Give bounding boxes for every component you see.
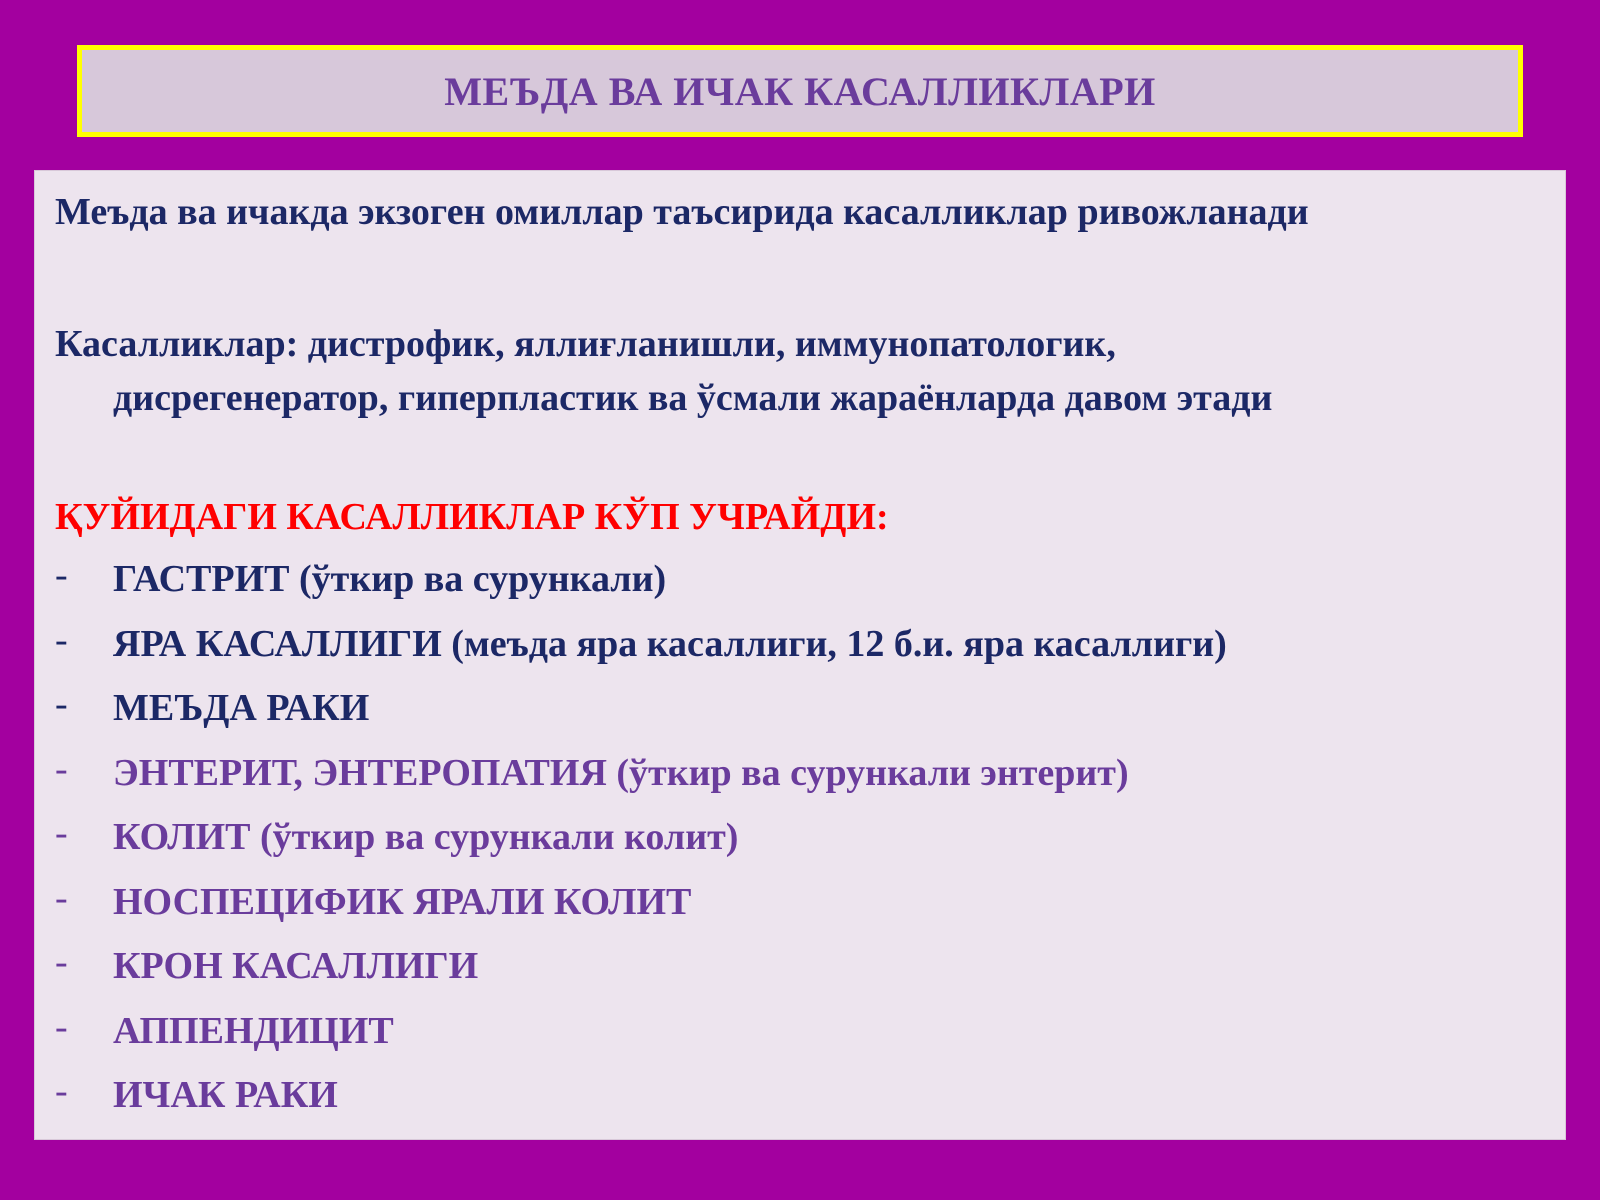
list-item-text: ГАСТРИТ (ўткир ва сурункали): [113, 558, 667, 600]
bullet-dash: -: [55, 1070, 68, 1112]
list-item-text: АППЕНДИЦИТ: [113, 1009, 394, 1052]
list-item: [55, 556, 1545, 621]
bullet-dash: -: [55, 618, 68, 661]
slide-title-box: [77, 45, 1523, 137]
bullet-dash: -: [55, 554, 68, 596]
bullet-dash: -: [55, 812, 68, 854]
bullet-dash: -: [55, 747, 68, 790]
common-diseases-heading: ҚУЙИДАГИ КАСАЛЛИКЛАР КЎП УЧРАЙДИ:: [55, 496, 889, 538]
list-item: [55, 1072, 1545, 1137]
list-item-text: ЯРА КАСАЛЛИГИ (меъда яра касаллиги, 12 б.и. яра касаллиги): [113, 622, 1227, 665]
list-item: [55, 747, 1545, 815]
list-item-text: КРОН КАСАЛЛИГИ: [113, 945, 479, 987]
list-item-text: НОСПЕЦИФИК ЯРАЛИ КОЛИТ: [113, 880, 692, 923]
list-item-text: ЭНТЕРИТ, ЭНТЕРОПАТИЯ (ўткир ва сурункали энтерит): [113, 751, 1129, 794]
list-item: [55, 1005, 1545, 1073]
bullet-dash: -: [55, 941, 68, 983]
bullet-dash: -: [55, 683, 68, 725]
disease-list: [55, 556, 1545, 1137]
list-item-text: ИЧАК РАКИ: [113, 1074, 338, 1116]
bullet-dash: -: [55, 1005, 68, 1048]
intro-text: Меъда ва ичакда экзоген омиллар таъсирида касалликлар ривожланади: [55, 191, 1309, 233]
list-item: [55, 943, 1545, 1008]
diseases-paragraph: [55, 317, 1545, 425]
content-panel: [34, 170, 1566, 1140]
list-item: [55, 685, 1545, 750]
list-item: [55, 814, 1545, 879]
list-item: [55, 876, 1545, 944]
diseases-paragraph-line1: Касалликлар: дистрофик, яллиғланишли, иммунопатологик,: [55, 323, 1116, 365]
diseases-paragraph-line2: дисрегенератор, гиперпластик ва ўсмали жараёнларда давом этади: [113, 377, 1273, 419]
slide-title: МЕЪДА ВА ИЧАК КАСАЛЛИКЛАРИ: [444, 68, 1156, 114]
bullet-dash: -: [55, 876, 68, 919]
list-item: [55, 618, 1545, 686]
list-item-text: КОЛИТ (ўткир ва сурункали колит): [113, 816, 739, 858]
list-item-text: МЕЪДА РАКИ: [113, 687, 370, 729]
